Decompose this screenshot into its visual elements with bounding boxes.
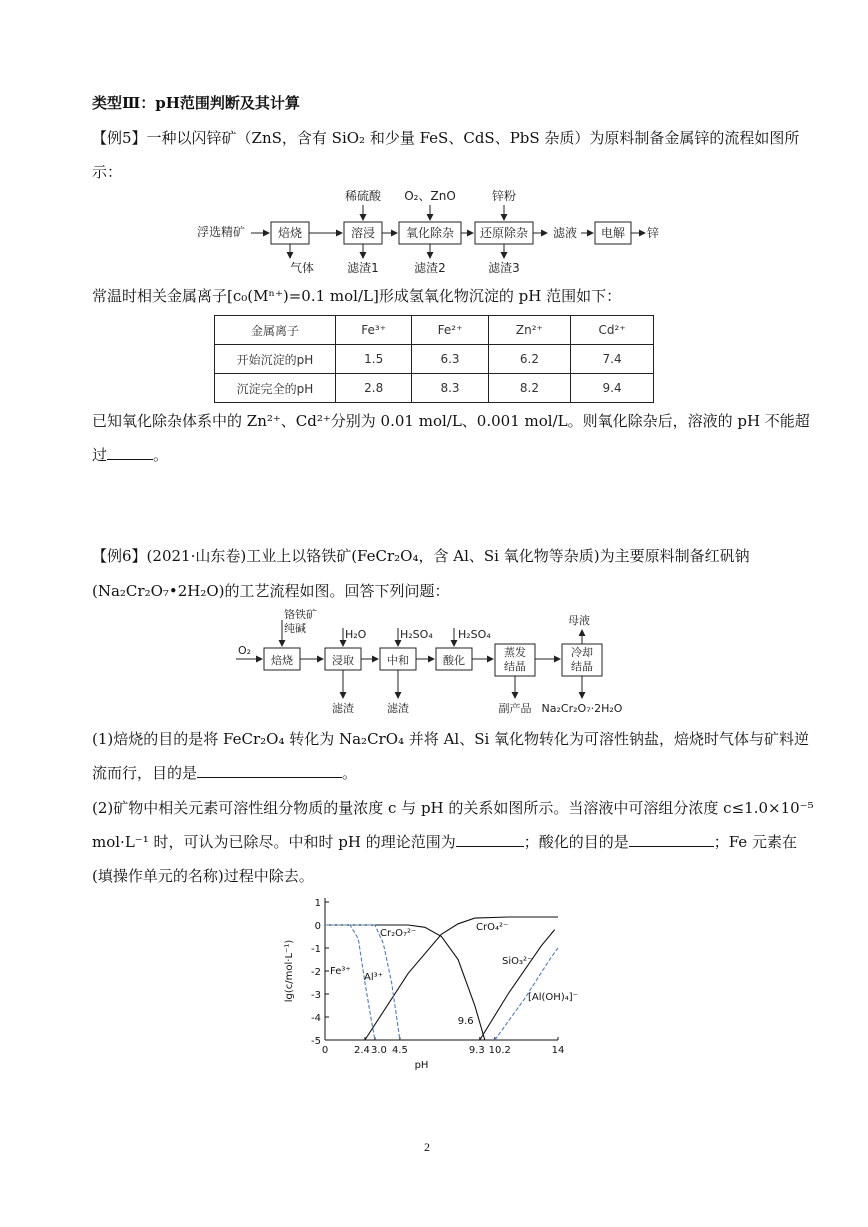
table-cell: 9.4 xyxy=(571,374,654,403)
x-tick-label: 9.3 xyxy=(468,1045,485,1056)
table-header-row xyxy=(215,316,654,345)
ex6-o2-label: O₂ xyxy=(238,644,252,657)
ex5-step: 溶浸 xyxy=(350,226,376,240)
ex6-q2-line2 xyxy=(92,831,797,853)
ex5-flow-diagram xyxy=(195,180,675,280)
ex6-input: H₂SO₄ xyxy=(400,628,433,641)
ex6-text-1: (2021·山东卷)工业上以铬铁矿(FeCr₂O₄，含 Al、Si 氧化物等杂质)为主要原料制备红矾钠 xyxy=(146,547,750,565)
table-header: Fe³⁺ xyxy=(336,316,412,345)
ex6-q1-end: 。 xyxy=(342,764,358,782)
x-tick-label: 10.2 xyxy=(488,1045,511,1056)
table-header: Zn²⁺ xyxy=(488,316,570,345)
x-axis-label: pH xyxy=(414,1060,429,1071)
ex5-step: 电解 xyxy=(600,226,626,240)
table-row xyxy=(215,345,654,374)
table-header: Fe²⁺ xyxy=(412,316,488,345)
ex5-input: O₂、ZnO xyxy=(404,189,456,203)
ex6-q2-text-c: ；Fe 元素在 xyxy=(713,833,797,851)
ex5-question-line2 xyxy=(92,444,168,466)
ex5-output: 滤渣1 xyxy=(347,261,379,275)
ex6-evap: 蒸发 xyxy=(504,646,526,659)
table-cell: 6.3 xyxy=(412,345,488,374)
ex6-output: 滤渣 xyxy=(387,702,409,715)
answer-blank[interactable] xyxy=(456,832,524,847)
table-cell: 开始沉淀的pH xyxy=(215,345,336,374)
series-label: SiO₃²⁻ xyxy=(502,956,533,967)
ex5-line1 xyxy=(92,127,799,149)
ex5-q2-end: 。 xyxy=(153,446,169,464)
ex6-q2-line1: (2)矿物中相关元素可溶性组分物质的量浓度 c 与 pH 的关系如图所示。当溶液中可溶组分浓度 c≤1.0×10⁻⁵ xyxy=(92,799,814,817)
ex6-input: H₂O xyxy=(345,628,367,641)
table-header: 金属离子 xyxy=(215,316,336,345)
answer-blank[interactable] xyxy=(197,763,342,778)
ex6-feed: 铬铁矿 xyxy=(284,608,317,621)
ex6-q1-line1: (1)焙烧的目的是将 FeCr₂O₄ 转化为 Na₂CrO₄ 并将 Al、Si 氧化物转化为可溶性钠盐，焙烧时气体与矿料逆 xyxy=(92,730,810,748)
ex6-step: 浸取 xyxy=(332,654,354,667)
ex5-line2: 示： xyxy=(92,163,123,181)
ex6-evap: 结晶 xyxy=(504,660,526,673)
ex5-step: 焙烧 xyxy=(277,226,303,240)
table-row xyxy=(215,374,654,403)
ex6-label: 【例6】 xyxy=(92,547,147,565)
ex6-step: 中和 xyxy=(387,654,409,667)
ex5-output: 滤渣2 xyxy=(414,261,446,275)
ex6-output: Na₂Cr₂O₇·2H₂O xyxy=(541,702,623,715)
series-label: [Al(OH)₄]⁻ xyxy=(528,992,578,1003)
section-title: 类型Ⅲ：pH范围判断及其计算 xyxy=(92,94,300,112)
answer-blank[interactable] xyxy=(629,832,714,847)
ex6-q2-text-a: mol·L⁻¹ 时，可认为已除尽。中和时 pH 的理论范围为 xyxy=(92,833,456,851)
ex6-q1-line2 xyxy=(92,762,357,784)
series-line xyxy=(325,925,400,1040)
ex6-feed: 纯碱 xyxy=(284,622,306,635)
ex5-question-line1: 已知氧化除杂体系中的 Zn²⁺、Cd²⁺分别为 0.01 mol/L、0.001 mol/L。则氧化除杂后，溶液的 pH 不能超 xyxy=(92,412,810,430)
x-tick-label: 2.4 xyxy=(353,1045,370,1056)
ex5-flow-end: 锌 xyxy=(647,226,660,240)
table-cell: 7.4 xyxy=(571,345,654,374)
ex6-q2-text-b: ；酸化的目的是 xyxy=(523,833,629,851)
y-tick-label: -3 xyxy=(311,990,321,1001)
ex5-input: 稀硫酸 xyxy=(344,189,382,203)
x-tick-label: 4.5 xyxy=(391,1045,408,1056)
ex5-step: 滤液 xyxy=(552,226,578,240)
chart-curves xyxy=(325,917,558,1040)
ex5-output: 滤渣3 xyxy=(488,261,520,275)
y-tick-label: -5 xyxy=(311,1036,321,1047)
table-cell: 8.2 xyxy=(488,374,570,403)
y-axis-label: lg(c/mol·L⁻¹) xyxy=(284,939,295,1003)
ex6-cool: 冷却 xyxy=(571,646,593,659)
y-tick-label: 0 xyxy=(314,921,321,932)
table-header: Cd²⁺ xyxy=(571,316,654,345)
series-line xyxy=(480,930,555,1040)
table-cell: 1.5 xyxy=(336,345,412,374)
ex5-label: 【例5】 xyxy=(92,129,147,147)
y-tick-label: -4 xyxy=(311,1013,321,1024)
series-label: Al³⁺ xyxy=(364,972,383,983)
ex6-q1-text: 流而行，目的是 xyxy=(92,764,198,782)
ex6-step: 焙烧 xyxy=(271,654,293,667)
ex5-ph-table xyxy=(214,315,654,403)
ex6-mother-liquor: 母液 xyxy=(568,614,590,627)
ex5-flow-start: 浮选精矿 xyxy=(197,225,246,239)
ex6-output: 副产品 xyxy=(498,702,532,715)
ex5-step: 还原除杂 xyxy=(479,226,529,240)
ex5-input: 锌粉 xyxy=(491,189,517,203)
ex5-output: 气体 xyxy=(289,261,315,275)
x-tick-label: 3.0 xyxy=(370,1045,387,1056)
ph-concentration-chart xyxy=(280,892,580,1072)
ex6-flow-diagram xyxy=(232,606,652,718)
ex6-line1 xyxy=(92,545,750,567)
y-tick-label: -2 xyxy=(311,967,321,978)
series-label: Cr₂O₇²⁻ xyxy=(380,928,417,939)
annotation-label: 9.6 xyxy=(457,1015,474,1027)
ex6-output: 滤渣 xyxy=(332,702,354,715)
page-number: 2 xyxy=(424,1140,430,1154)
y-tick-label: 1 xyxy=(314,898,321,909)
table-cell: 8.3 xyxy=(412,374,488,403)
ex6-q2-line3: (填操作单元的名称)过程中除去。 xyxy=(92,867,314,885)
ex6-step: 酸化 xyxy=(443,654,465,667)
table-cell: 6.2 xyxy=(488,345,570,374)
table-cell: 沉淀完全的pH xyxy=(215,374,336,403)
answer-blank[interactable] xyxy=(107,445,153,460)
y-tick-label: -1 xyxy=(311,944,321,955)
series-label: Fe³⁺ xyxy=(330,966,351,977)
ex6-line2: (Na₂Cr₂O₇•2H₂O)的工艺流程如图。回答下列问题： xyxy=(92,582,450,600)
ex6-input: H₂SO₄ xyxy=(458,628,491,641)
table-cell: 2.8 xyxy=(336,374,412,403)
x-tick-label: 0 xyxy=(321,1045,329,1056)
chart-axes xyxy=(284,898,564,1071)
ex5-step: 氧化除杂 xyxy=(405,226,455,240)
ex5-text-1: 一种以闪锌矿（ZnS，含有 SiO₂ 和少量 FeS、CdS、PbS 杂质）为原料制备金属锌的流程如图所 xyxy=(146,129,800,147)
x-tick-label: 14 xyxy=(551,1045,565,1056)
ex5-q2-text: 过 xyxy=(92,446,108,464)
series-label: CrO₄²⁻ xyxy=(476,922,509,933)
ex6-cool: 结晶 xyxy=(571,660,593,673)
ex5-condition: 常温时相关金属离子[c₀(Mⁿ⁺)=0.1 mol/L]形成氢氧化物沉淀的 pH 范围如下： xyxy=(92,287,622,305)
